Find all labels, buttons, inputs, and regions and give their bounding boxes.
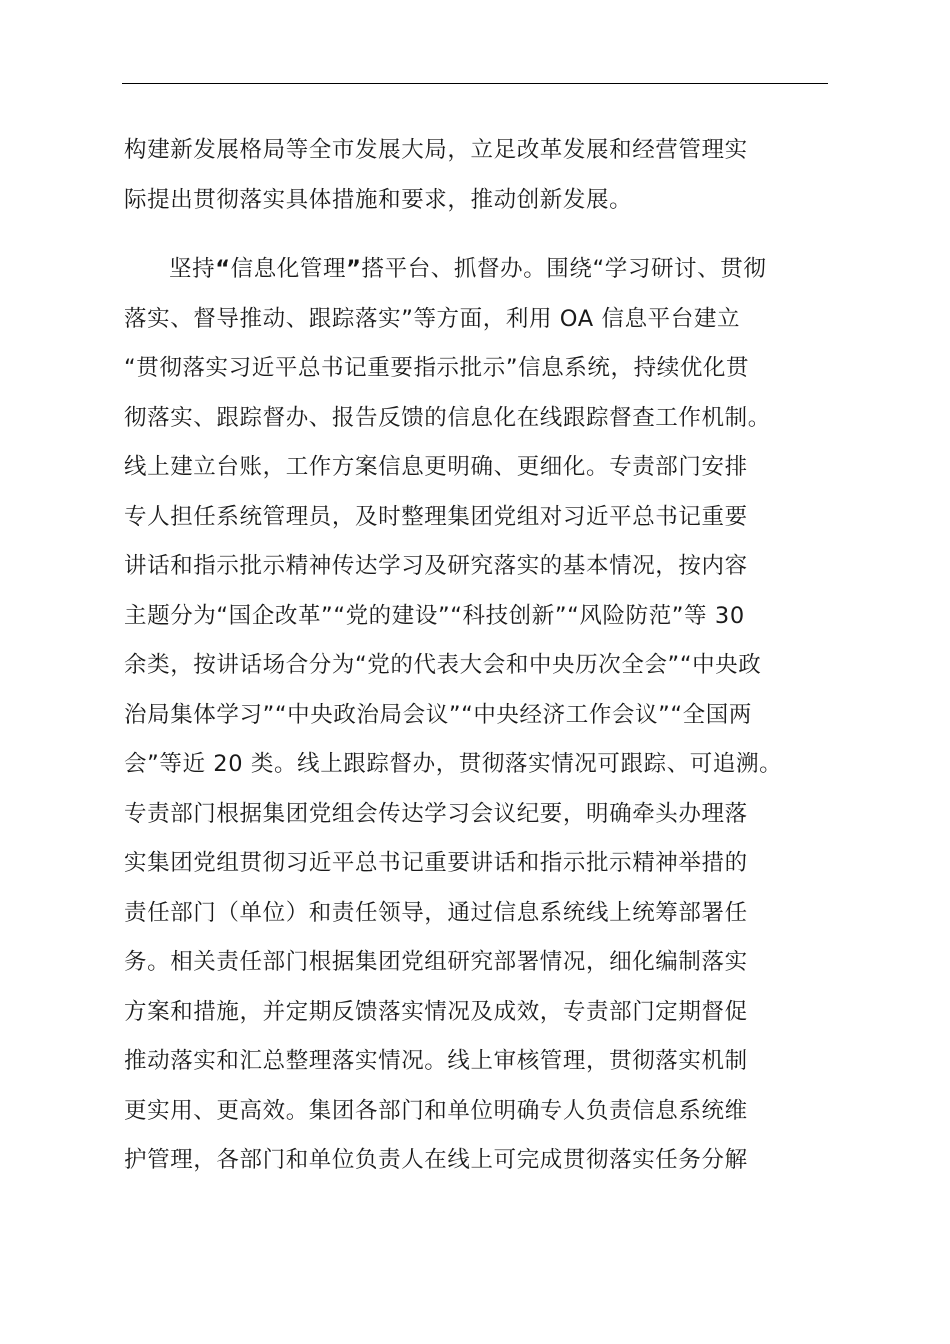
paragraph-2-line: 方案和措施，并定期反馈落实情况及成效，专责部门定期督促 bbox=[124, 998, 748, 1025]
document-body bbox=[124, 126, 836, 1186]
open-quote: “ bbox=[215, 256, 231, 282]
header-rule bbox=[122, 83, 828, 84]
lead-text: 坚持 bbox=[169, 256, 216, 282]
paragraph-2-line: 责任部门（单位）和责任领导，通过信息系统线上统筹部署任 bbox=[124, 899, 748, 926]
paragraph-1-line-2: 际提出贯彻落实具体措施和要求，推动创新发展。 bbox=[124, 186, 633, 213]
paragraph-2-line: 治局集体学习”“中央政治局会议”“中央经济工作会议”“全国两 bbox=[124, 701, 752, 728]
paragraph-2-line: 落实、督导推动、跟踪落实”等方面，利用 OA 信息平台建立 bbox=[124, 305, 741, 332]
paragraph-gap bbox=[124, 225, 836, 245]
paragraph-2-line: 彻落实、跟踪督办、报告反馈的信息化在线跟踪督查工作机制。 bbox=[124, 404, 771, 431]
paragraph-2-line: 会”等近 20 类。线上跟踪督办，贯彻落实情况可跟踪、可追溯。 bbox=[124, 751, 783, 777]
paragraph-2-line: 更实用、更高效。集团各部门和单位明确专人负责信息系统维 bbox=[124, 1097, 748, 1124]
paragraph-2-line: 实集团党组贯彻习近平总书记重要讲话和指示批示精神举措的 bbox=[124, 850, 748, 876]
paragraph-2-line: 主题分为“国企改革”“党的建设”“科技创新”“风险防范”等 30 bbox=[124, 602, 745, 629]
paragraph-2-line: 余类，按讲话场合分为“党的代表大会和中央历次全会”“中央政 bbox=[124, 652, 762, 678]
close-quote: ” bbox=[346, 256, 362, 282]
paragraph-1-line-1: 构建新发展格局等全市发展大局，立足改革发展和经营管理实 bbox=[124, 137, 748, 163]
paragraph-2-line: 讲话和指示批示精神传达学习及研究落实的基本情况，按内容 bbox=[124, 553, 748, 579]
rest-text: 搭平台、抓督办。围绕“学习研讨、贯彻 bbox=[361, 256, 767, 282]
paragraph-2-line: “贯彻落实习近平总书记重要指示批示”信息系统，持续优化贯 bbox=[124, 355, 750, 381]
paragraph-2-line: 务。相关责任部门根据集团党组研究部署情况，细化编制落实 bbox=[124, 949, 748, 975]
paragraph-2-line: 专人担任系统管理员，及时整理集团党组对习近平总书记重要 bbox=[124, 503, 748, 530]
emphasis-text: 信息化管理 bbox=[230, 256, 347, 282]
paragraph-2-line: 护管理，各部门和单位负责人在线上可完成贯彻落实任务分解 bbox=[124, 1147, 748, 1173]
paragraph-2-line: 推动落实和汇总整理落实情况。线上审核管理，贯彻落实机制 bbox=[124, 1048, 748, 1074]
paragraph-2-line-1 bbox=[124, 245, 836, 295]
paragraph-2-line: 专责部门根据集团党组会传达学习会议纪要，明确牵头办理落 bbox=[124, 800, 748, 827]
paragraph-2-line: 线上建立台账，工作方案信息更明确、更细化。专责部门安排 bbox=[124, 454, 748, 480]
